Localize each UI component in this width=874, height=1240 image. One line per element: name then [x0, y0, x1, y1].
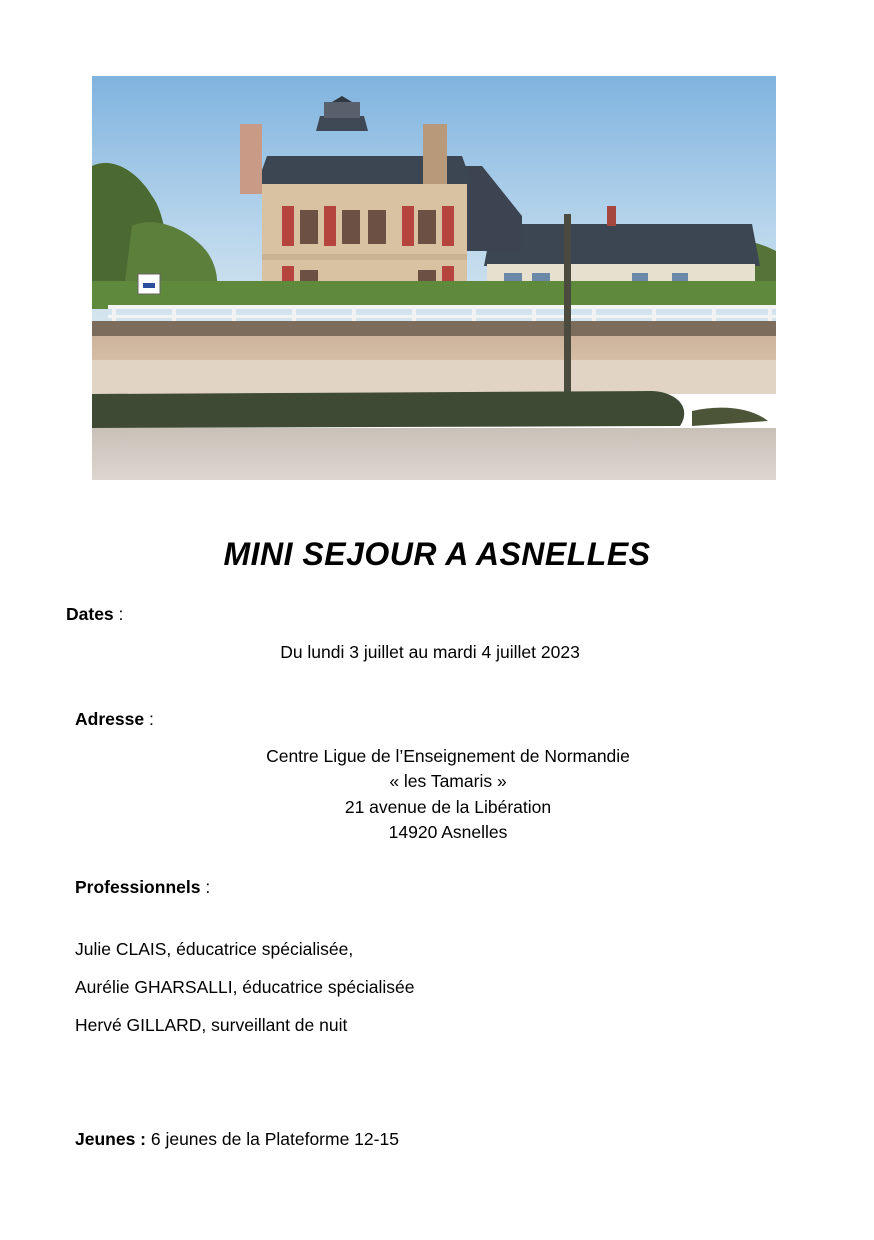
dates-label: Dates	[66, 604, 114, 624]
beach-villa-illustration	[92, 76, 776, 480]
address-line: 14920 Asnelles	[388, 821, 508, 842]
professionnels-label: Professionnels	[75, 877, 201, 897]
professional-item: Hervé GILLARD, surveillant de nuit	[75, 1015, 348, 1035]
address-line: 21 avenue de la Libération	[344, 796, 552, 817]
professional-item: Aurélie GHARSALLI, éducatrice spécialisée	[75, 977, 415, 997]
jeunes-label: Jeunes :	[75, 1129, 146, 1149]
address-line: Centre Ligue de l’Enseignement de Normandie	[266, 746, 630, 766]
dates-label-line	[66, 604, 123, 625]
jeunes-value: 6 jeunes de la Plateforme 12-15	[146, 1129, 399, 1149]
address-line: « les Tamaris »	[389, 771, 507, 792]
adresse-label: Adresse	[75, 709, 145, 729]
professional-item: Julie CLAIS, éducatrice spécialisée,	[75, 939, 354, 959]
adresse-label-line	[75, 709, 154, 730]
hero-photo	[92, 76, 776, 480]
professionnels-label-line	[75, 877, 210, 898]
jeunes-line	[75, 1129, 399, 1150]
dates-value: Du lundi 3 juillet au mardi 4 juillet 2023	[280, 642, 580, 662]
dates-sep: :	[113, 604, 124, 624]
address-block	[0, 744, 874, 845]
adresse-sep: :	[144, 709, 154, 729]
professionnels-sep: :	[200, 877, 211, 897]
page-title: MINI SEJOUR A ASNELLES	[223, 536, 651, 572]
